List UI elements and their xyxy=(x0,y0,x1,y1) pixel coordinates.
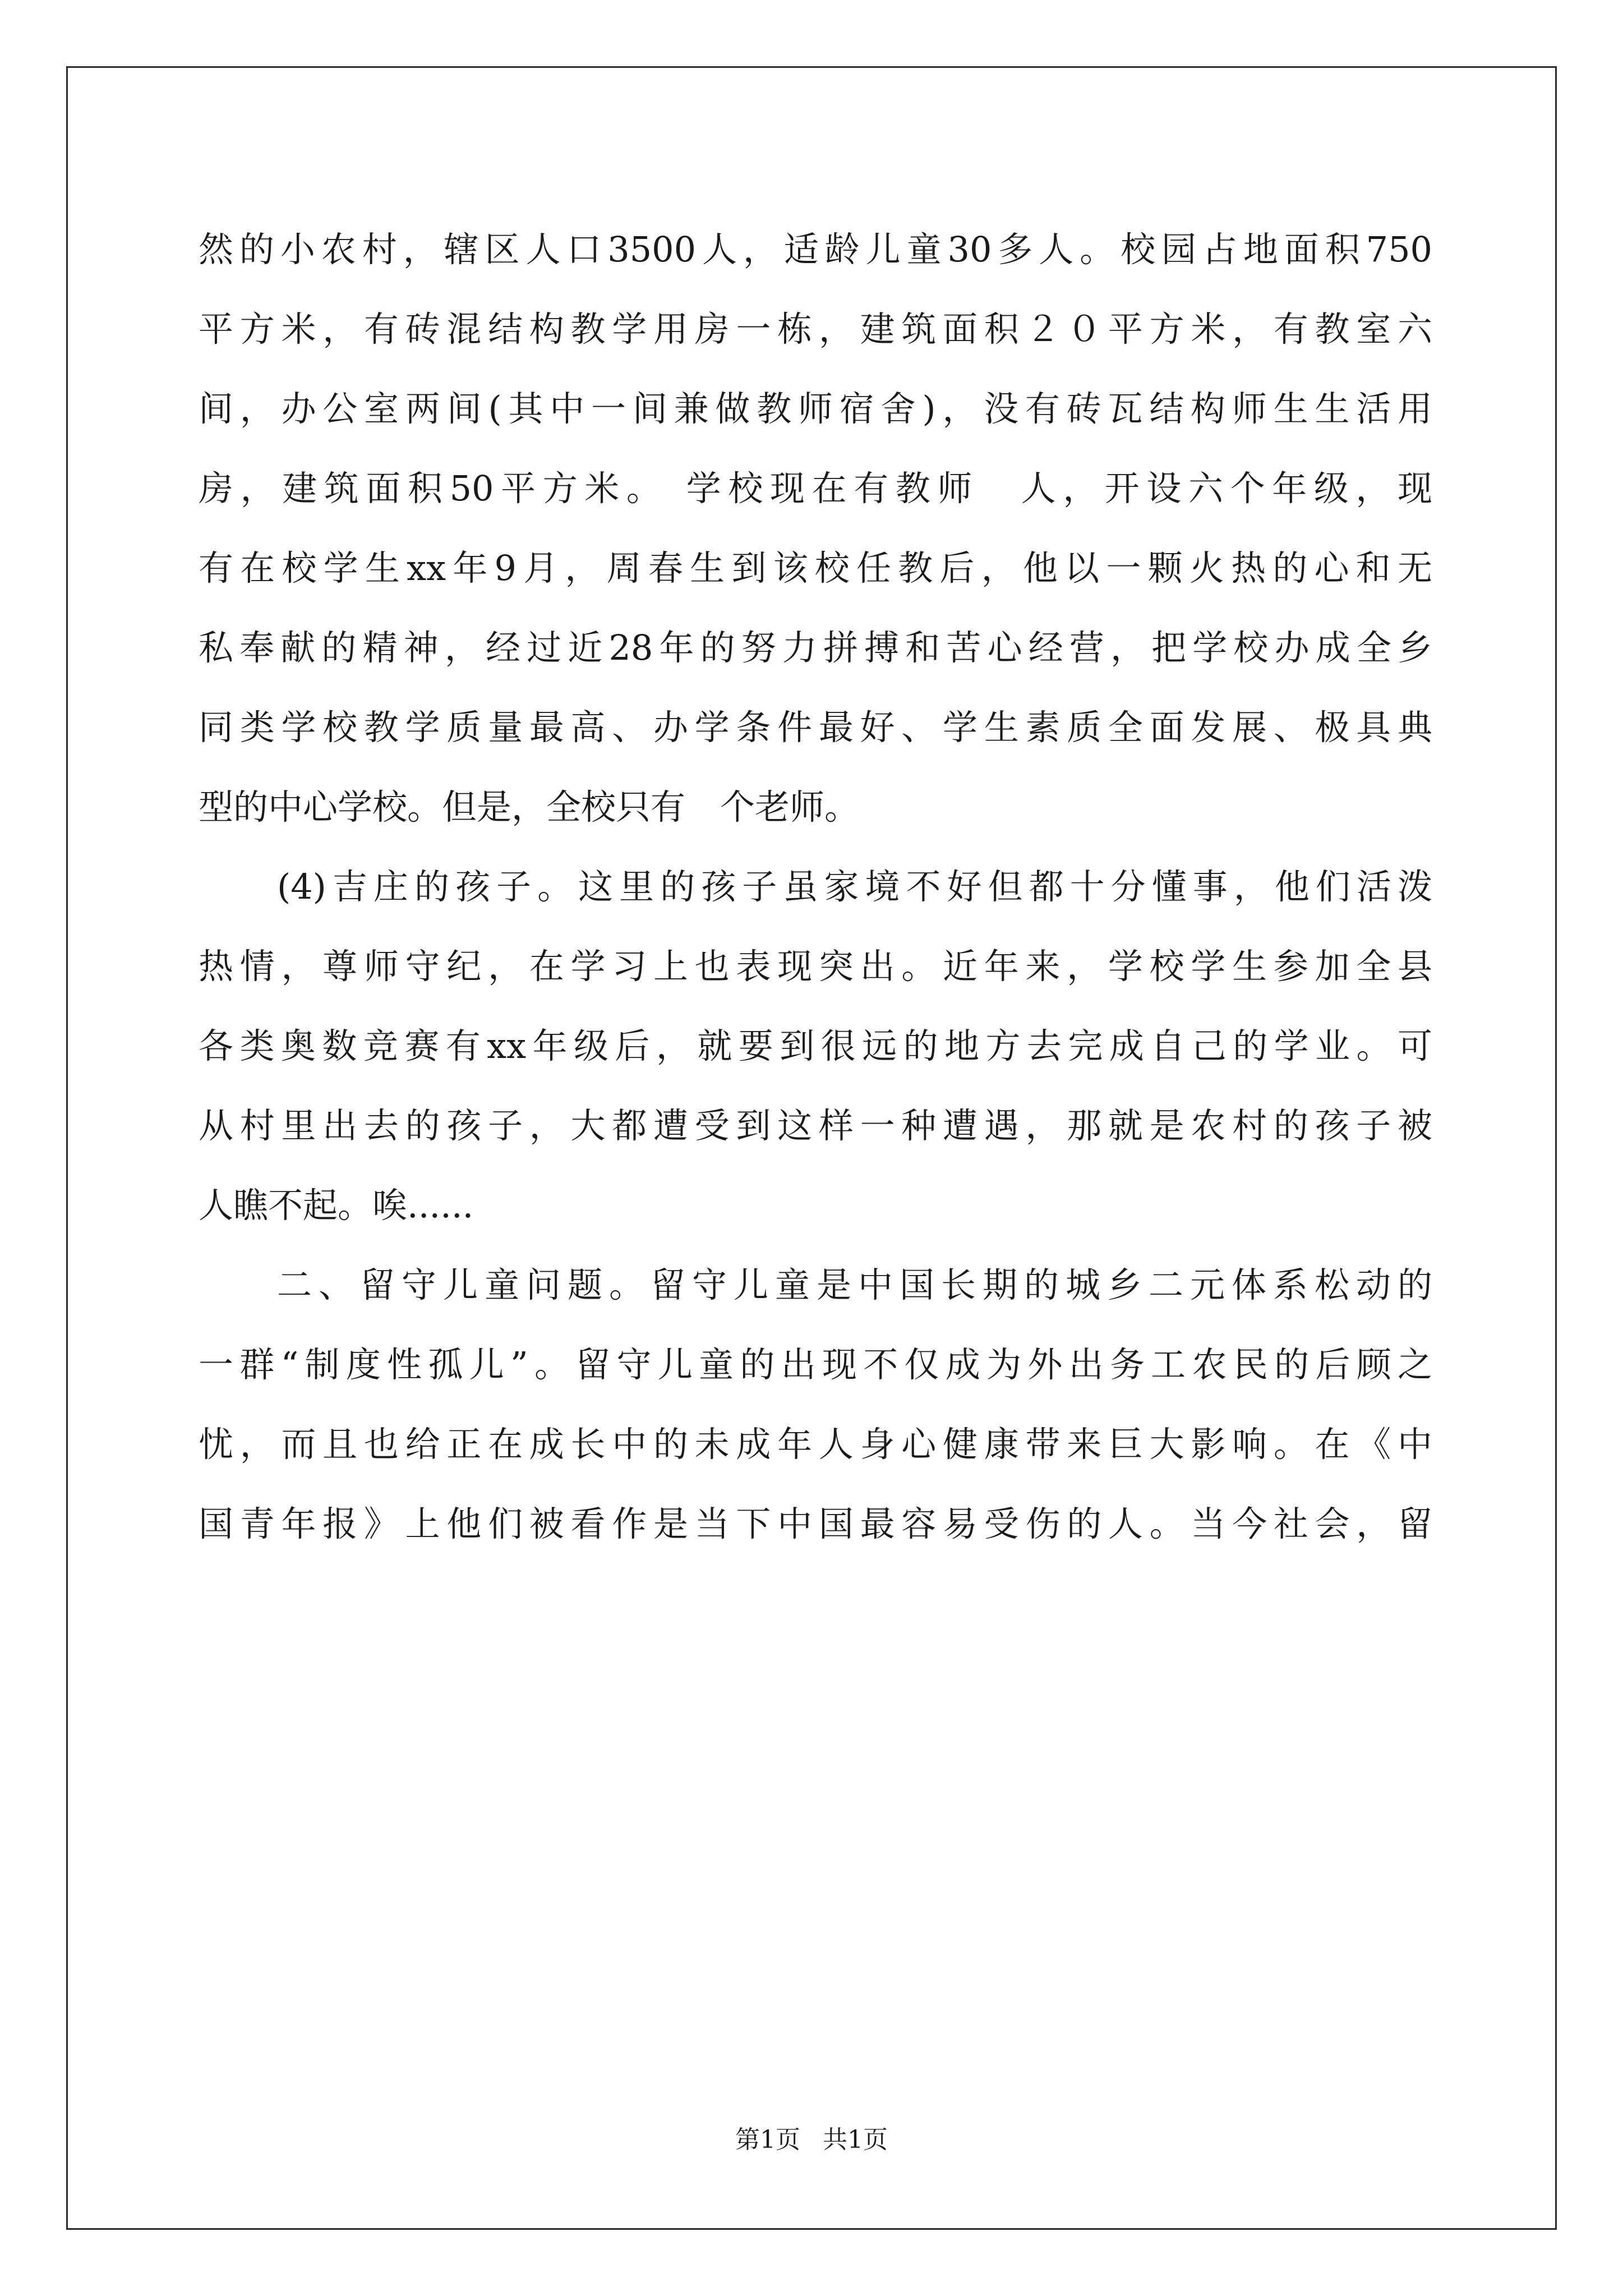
text-line: 国青年报》上他们被看作是当下中国最容易受伤的人。当今社会，留 xyxy=(199,1503,1432,1544)
text-line: 人瞧不起。唉...... xyxy=(199,1185,474,1226)
text-line: 然的小农村，辖区人口3500人，适龄儿童30多人。校园占地面积750 xyxy=(199,229,1432,270)
text-line: 平方米，有砖混结构教学用房一栋，建筑面积２０平方米，有教室六 xyxy=(199,309,1432,349)
text-line: 型的中心学校。但是，全校只有 个老师。 xyxy=(199,786,860,827)
text-line: 私奉献的精神，经过近28年的努力拼搏和苦心经营，把学校办成全乡 xyxy=(199,627,1432,668)
page-footer xyxy=(0,2119,1623,2155)
text-line: 从村里出去的孩子，大都遭受到这样一种遭遇，那就是农村的孩子被 xyxy=(199,1105,1432,1146)
page-total: 共1页 xyxy=(823,2125,888,2154)
text-line: 二、留守儿童问题。留守儿童是中国长期的城乡二元体系松动的 xyxy=(277,1264,1432,1305)
text-line: 房，建筑面积50平方米。 学校现在有教师 人，开设六个年级，现 xyxy=(199,468,1432,509)
page-number: 第1页 xyxy=(735,2125,800,2154)
text-line: 一群“制度性孤儿”。留守儿童的出现不仅成为外出务工农民的后顾之 xyxy=(199,1344,1432,1385)
text-line: 间，办公室两间(其中一间兼做教师宿舍)，没有砖瓦结构师生生活用 xyxy=(199,388,1432,429)
text-line: 热情，尊师守纪，在学习上也表现突出。近年来，学校学生参加全县 xyxy=(199,946,1432,987)
text-line: 同类学校教学质量最高、办学条件最好、学生素质全面发展、极具典 xyxy=(199,707,1432,748)
text-line: (4)吉庄的孩子。这里的孩子虽家境不好但都十分懂事，他们活泼 xyxy=(277,866,1432,907)
text-line: 各类奥数竞赛有xx年级后，就要到很远的地方去完成自己的学业。可 xyxy=(199,1025,1432,1066)
text-line: 忧，而且也给正在成长中的未成年人身心健康带来巨大影响。在《中 xyxy=(199,1424,1432,1465)
text-line: 有在校学生xx年9月，周春生到该校任教后，他以一颗火热的心和无 xyxy=(199,547,1432,588)
